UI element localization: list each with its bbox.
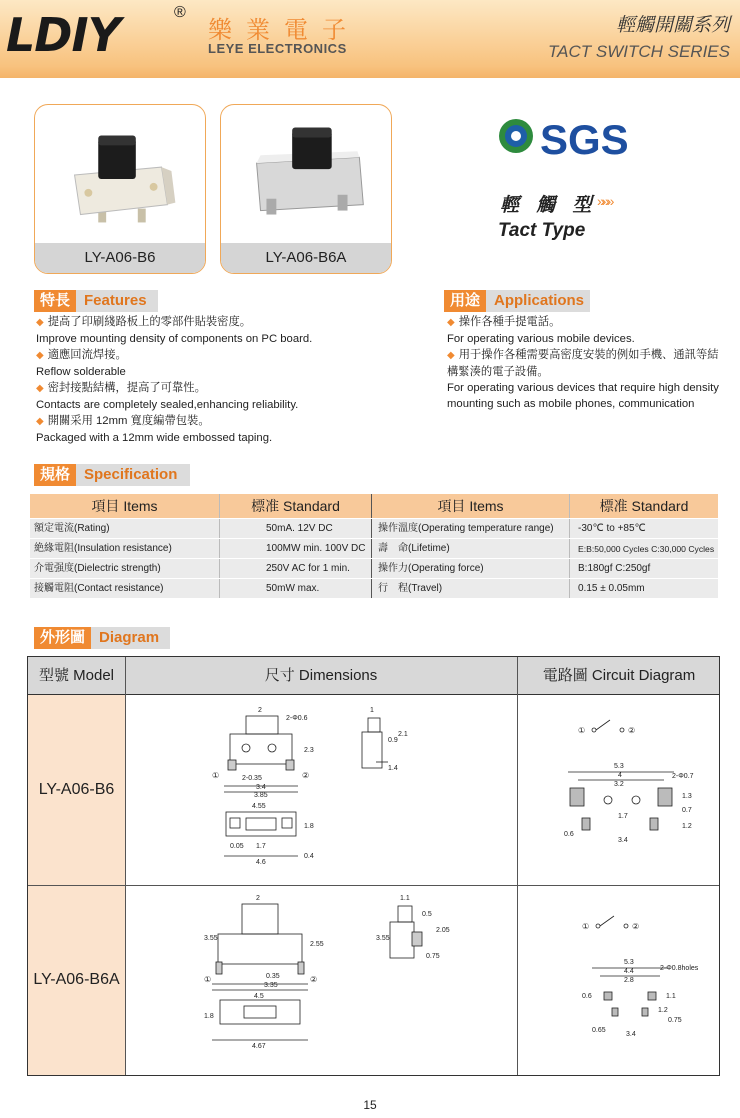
list-item-text: For operating various mobile devices. (447, 333, 635, 345)
list-item-text: 開關采用 12mm 寬度編帶包裝。 (47, 415, 210, 427)
type-title-en: Tact Type (498, 220, 586, 241)
terminal-2-label: ② (310, 975, 318, 984)
spec-item: 接觸電阻(Contact resistance) (30, 579, 220, 598)
list-item (447, 396, 719, 412)
table-row (30, 578, 718, 598)
spec-value: 0.15 ± 0.05mm (578, 583, 645, 594)
applications-heading (444, 290, 590, 312)
list-item (36, 347, 312, 364)
dim-label: 4.5 (254, 993, 264, 1000)
specification-heading (34, 464, 190, 486)
header-circuit: 電路圖 Circuit Diagram (542, 667, 696, 684)
dim-label: 2-Φ0.6 (286, 715, 308, 722)
product-card-b6a (220, 104, 392, 274)
terminal-1-label: ① (204, 975, 212, 984)
dim-label: 2.1 (398, 731, 408, 738)
list-item-text: Packaged with a 12mm wide embossed taping. (36, 432, 273, 444)
diagram-heading-en: Diagram (99, 629, 160, 646)
table-row (30, 518, 718, 538)
dim-label: 3.4 (626, 1031, 636, 1038)
diagram-heading-cn: 外形圖 (34, 627, 91, 649)
dim-label: 5.3 (614, 763, 624, 770)
diagram-table (27, 656, 720, 1076)
dim-label: 1.1 (666, 993, 676, 1000)
dim-label: 3.2 (614, 781, 624, 788)
header-dimensions: 尺寸 Dimensions (264, 667, 378, 684)
terminal-1-label: ① (212, 771, 220, 780)
dim-label: 2.8 (624, 977, 634, 984)
list-item-text: mounting such as mobile phones, communication (447, 398, 695, 410)
list-item (36, 364, 312, 380)
spec-header-items-2: 項目 Items (372, 494, 570, 518)
list-item (36, 413, 312, 430)
page-header (0, 0, 740, 78)
registered-mark: ® (174, 4, 186, 21)
dim-label: 3.4 (256, 784, 266, 791)
diagram-heading (34, 627, 170, 649)
dim-label: 2 (258, 707, 262, 714)
diamond-bullet-icon: ◆ (36, 350, 44, 361)
dim-label: 4.55 (252, 803, 266, 810)
sgs-text: SGS (540, 116, 629, 162)
specification-heading-cn: 規格 (34, 464, 76, 486)
brand-name-cn: 樂業電子 (208, 16, 360, 44)
diamond-bullet-icon: ◆ (36, 317, 44, 328)
dim-label: 0.4 (304, 853, 314, 860)
list-item-text: Contacts are completely sealed,enhancing reliability. (36, 399, 299, 411)
diamond-bullet-icon: ◆ (36, 416, 44, 427)
spec-value: 50mA. 12V DC (220, 519, 372, 538)
product-name-b6: LY-A06-B6 (35, 243, 205, 273)
list-item (447, 314, 719, 331)
dim-label: 3.35 (264, 982, 278, 989)
spec-header-items: 項目 Items (30, 494, 220, 518)
dim-label: 0.75 (426, 953, 440, 960)
dim-label: 0.05 (230, 843, 244, 850)
spec-item: 操作力(Operating force) (372, 559, 570, 578)
terminal-1-label: ① (578, 726, 586, 735)
brand-logo: LDIY (6, 8, 120, 62)
dim-label: 1.8 (304, 823, 314, 830)
diamond-bullet-icon: ◆ (447, 317, 455, 328)
dim-label: 3.55 (204, 935, 218, 942)
specification-heading-en: Specification (84, 466, 178, 483)
product-photo-b6 (35, 105, 205, 245)
dim-label: 1.7 (618, 813, 628, 820)
dim-label: 2-Φ0.7 (672, 773, 694, 780)
spec-item: 絶緣電阻(Insulation resistance) (30, 539, 220, 558)
dim-label: 3.4 (618, 837, 628, 844)
table-row (30, 558, 718, 578)
spec-value: 100MW min. 100V DC (220, 539, 372, 558)
spec-value: 250V AC for 1 min. (220, 559, 372, 578)
type-title-cn: 輕 觸 型 (500, 195, 598, 216)
dim-label: 4 (618, 772, 622, 779)
spec-value: 50mW max. (220, 579, 372, 598)
list-item (36, 380, 312, 397)
dim-label: 1.3 (682, 793, 692, 800)
terminal-2-label: ② (632, 922, 640, 931)
dim-label: 3.85 (254, 792, 268, 799)
spec-header-standard-2: 標准 Standard (599, 498, 689, 514)
spec-value: -30℃ to +85℃ (578, 523, 646, 534)
features-heading (34, 290, 158, 312)
list-item (36, 331, 312, 347)
arrow-icon: »»» (597, 193, 612, 209)
dim-label: 2-0.35 (242, 775, 262, 782)
sgs-logo (496, 114, 676, 162)
spec-item: 壽 命(Lifetime) (372, 539, 570, 558)
dimension-drawing-b6a (126, 886, 516, 1074)
dim-label: 3.55 (376, 935, 390, 942)
dim-label: 1.2 (682, 823, 692, 830)
model-b6a: LY-A06-B6A (28, 885, 125, 1075)
dim-label: 2 (256, 895, 260, 902)
dim-label: 1.7 (256, 843, 266, 850)
dim-label: 1.1 (400, 895, 410, 902)
dim-label: 0.35 (266, 973, 280, 980)
dim-label: 0.6 (582, 993, 592, 1000)
list-item-text: 提高了印刷綫路板上的零部件貼裝密度。 (47, 316, 252, 328)
features-list (36, 314, 312, 446)
terminal-2-label: ② (628, 726, 636, 735)
circuit-diagram-b6 (518, 696, 720, 884)
dim-label: 1.2 (658, 1007, 668, 1014)
diamond-bullet-icon: ◆ (36, 383, 44, 394)
list-item-text: 密封接點結構，提高了可靠性。 (47, 382, 206, 394)
dim-label: 2.3 (304, 747, 314, 754)
applications-heading-en: Applications (494, 292, 585, 309)
list-item (36, 314, 312, 331)
features-heading-en: Features (84, 292, 147, 309)
dim-label: 4.67 (252, 1043, 266, 1050)
dim-label: 0.9 (388, 737, 398, 744)
diagram-header-row (28, 657, 719, 695)
features-heading-cn: 特長 (34, 290, 76, 312)
dim-label: 0.6 (564, 831, 574, 838)
diamond-bullet-icon: ◆ (447, 350, 455, 361)
dim-label: 4.6 (256, 859, 266, 866)
dim-label: 2.05 (436, 927, 450, 934)
list-item (447, 364, 719, 380)
dim-label: 5.3 (624, 959, 634, 966)
series-title-cn: 輕觸開關系列 (615, 15, 730, 36)
applications-list (447, 314, 719, 412)
dim-label: 2.55 (310, 941, 324, 948)
applications-heading-cn: 用途 (444, 290, 486, 312)
list-item (36, 430, 312, 446)
dim-label: 1.4 (388, 765, 398, 772)
spec-value: B:180gf C:250gf (578, 563, 651, 574)
spec-item: 操作溫度(Operating temperature range) (372, 519, 570, 538)
terminal-1-label: ① (582, 922, 590, 931)
list-item (447, 347, 719, 364)
list-item-text: Reflow solderable (36, 366, 126, 378)
dimension-drawing-b6 (126, 696, 516, 884)
product-card-b6 (34, 104, 206, 274)
dim-label: 4.4 (624, 968, 634, 975)
table-row (30, 538, 718, 558)
brand-name-en: LEYE ELECTRONICS (208, 41, 347, 56)
dim-label: 2-Φ0.8holes (660, 965, 699, 972)
list-item-text: For operating various devices that require high density (447, 382, 719, 394)
terminal-2-label: ② (302, 771, 310, 780)
product-photo-b6a (221, 105, 391, 245)
spec-item: 額定電流(Rating) (30, 519, 220, 538)
list-item-text: Improve mounting density of components on PC board. (36, 333, 313, 345)
spec-value: E:B:50,000 Cycles C:30,000 Cycles (578, 544, 715, 554)
product-name-b6a: LY-A06-B6A (221, 243, 391, 273)
page-number: 15 (363, 1098, 377, 1112)
list-item-text: 適應回流焊接。 (47, 349, 127, 361)
circuit-diagram-b6a (518, 886, 720, 1074)
spec-header-row (30, 494, 718, 518)
spec-item: 介電强度(Dielectric strength) (30, 559, 220, 578)
spec-item: 行 程(Travel) (372, 579, 570, 598)
spec-header-standard: 標准 Standard (220, 494, 372, 518)
list-item-text: 操作各種手提電話。 (458, 316, 561, 328)
dim-label: 1 (370, 707, 374, 714)
dim-label: 0.7 (682, 807, 692, 814)
list-item-text: 構緊湊的電子設備。 (447, 366, 549, 378)
series-title-en: TACT SWITCH SERIES (548, 42, 730, 61)
model-b6: LY-A06-B6 (28, 695, 125, 885)
list-item (36, 397, 312, 413)
dim-label: 0.65 (592, 1027, 606, 1034)
list-item (447, 331, 719, 347)
header-model: 型號 Model (38, 667, 115, 684)
dim-label: 0.75 (668, 1017, 682, 1024)
dim-label: 1.8 (204, 1013, 214, 1020)
specification-table (30, 494, 718, 598)
list-item-text: 用于操作各種需要高密度安裝的例如手機、通訊等結 (458, 349, 719, 361)
dim-label: 0.5 (422, 911, 432, 918)
list-item (447, 380, 719, 396)
